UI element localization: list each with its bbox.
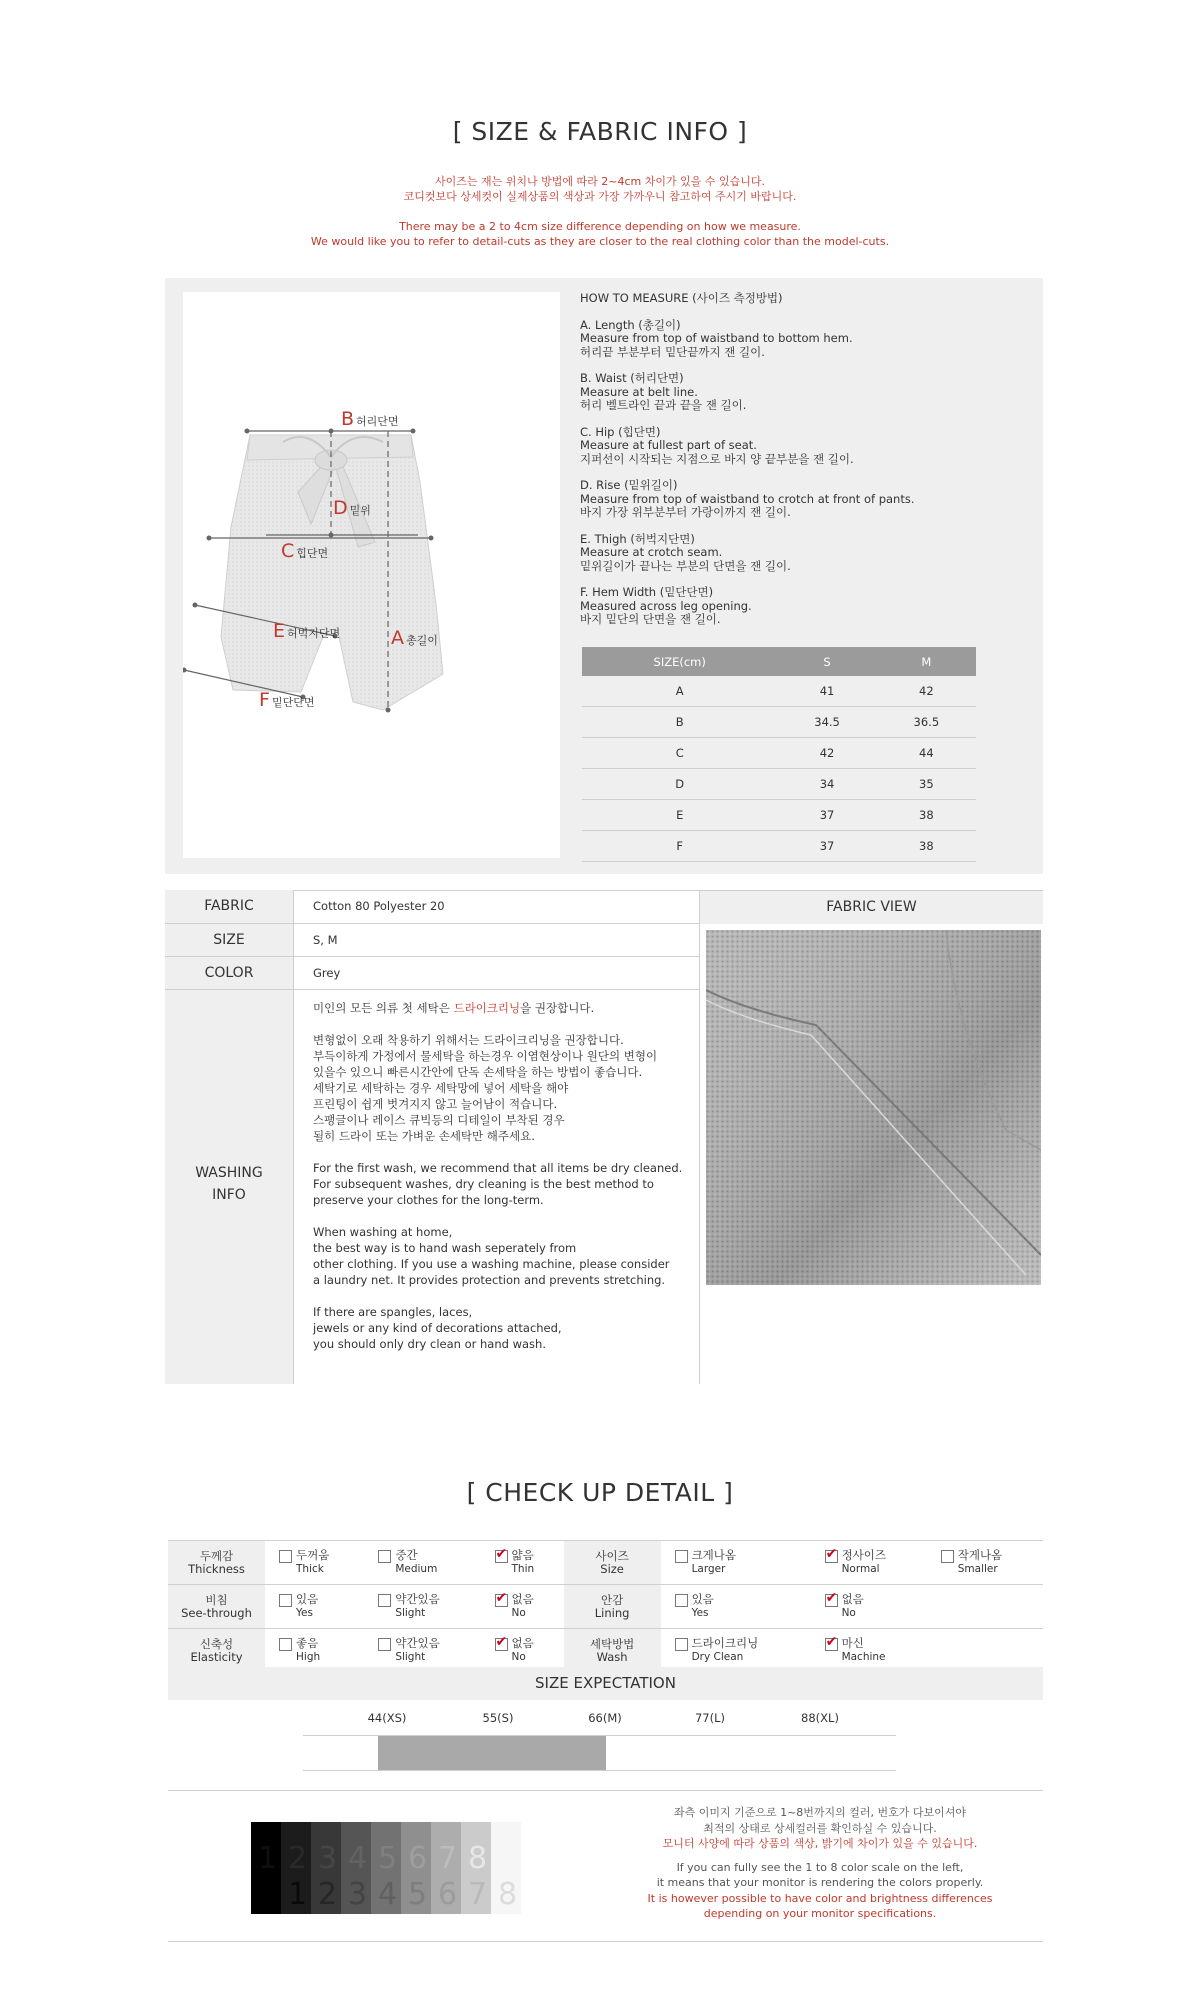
svg-text:6: 6 — [408, 1841, 428, 1876]
table-row — [582, 800, 976, 831]
option-high[interactable]: 좋음 High — [265, 1629, 364, 1673]
table-cell: 37 — [777, 831, 876, 862]
washing-label-line: INFO — [212, 1187, 246, 1203]
fabric-row — [165, 890, 700, 924]
fabric-texture — [706, 930, 1041, 1285]
table-cell: 44 — [877, 738, 976, 769]
size-row — [165, 924, 700, 957]
check-label: 안감 Lining — [564, 1585, 661, 1629]
svg-text:2: 2 — [318, 1877, 338, 1912]
size-header-cell: M — [877, 647, 976, 676]
label-e: E허벅지단면 — [273, 620, 341, 642]
label-b: B허리단면 — [341, 408, 399, 430]
table-cell: D — [582, 769, 777, 800]
fabric-view-header: FABRIC VIEW — [700, 891, 1043, 924]
svg-text:3: 3 — [348, 1877, 368, 1912]
washing-first-line: 미인의 모든 의류 첫 세탁은 드라이크리닝을 권장합니다. — [313, 1001, 595, 1015]
check-label: 세탁방법 Wash — [564, 1629, 661, 1673]
cs-en-4: depending on your monitor specifications. — [703, 1907, 937, 1920]
empty-cell — [927, 1629, 1043, 1673]
checked-checkbox-icon[interactable] — [825, 1638, 838, 1651]
table-cell: 38 — [877, 831, 976, 862]
info-divider — [699, 890, 700, 1384]
label-f: F밑단단면 — [259, 689, 315, 711]
cs-kr-3: 모니터 사양에 따라 상품의 색상, 밝기에 차이가 있을 수 있습니다. — [662, 1837, 978, 1850]
label-a: A총길이 — [391, 627, 438, 649]
option-no[interactable]: ✔없음 No — [481, 1629, 564, 1673]
check-label: 사이즈 Size — [564, 1541, 661, 1585]
svg-text:7: 7 — [468, 1877, 488, 1912]
fabric-label: FABRIC — [165, 890, 293, 923]
checkbox-icon[interactable] — [378, 1638, 391, 1651]
option-yes[interactable]: 있음 Yes — [265, 1585, 364, 1629]
size-header-cell: SIZE(cm) — [582, 647, 777, 676]
option-smaller[interactable]: 작게나옴 Smaller — [927, 1541, 1043, 1585]
size-label-xl: 88(XL) — [801, 1711, 839, 1725]
checked-checkbox-icon[interactable] — [825, 1594, 838, 1607]
option-normal[interactable]: ✔정사이즈 Normal — [811, 1541, 927, 1585]
table-cell: 41 — [777, 676, 876, 707]
table-row — [582, 676, 976, 707]
svg-text:2: 2 — [288, 1841, 308, 1876]
washing-kr-block: 변형없이 오래 착용하기 위해서는 드라이크리닝을 권장합니다. 부득이하게 가정에서 물세탁을 하는경우 이염현상이나 원단의 변형이 있을수 있으니 빠른시간안에 단독 손세탁을 하는 방법이 좋습니다. 세탁기로 세탁하는 경우 세탁망에 넣어 세탁을 해야 프린팅이 쉽게 벗겨지지 않고 늘어남이 적습니다. 스팽글이나 레이스 큐빅등의 디테일이 부착된 경우 될히 드라이 또는 가벼운 손세탁만 해주세요. — [313, 1033, 658, 1143]
checked-checkbox-icon[interactable] — [825, 1550, 838, 1563]
color-scale-text — [560, 1805, 1080, 1922]
check-up-table — [168, 1540, 1043, 1673]
checked-checkbox-icon[interactable] — [495, 1550, 508, 1563]
svg-text:8: 8 — [498, 1877, 518, 1912]
table-cell: 37 — [777, 800, 876, 831]
measure-item-d: D. Rise (밑위길이) Measure from top of waistband to crotch at front of pants. 바지 가장 위부분부터 가랑이까지 잰 길이. — [580, 478, 915, 519]
washing-en-block-2: When washing at home, the best way is to hand wash seperately from other clothing. If you use a washing machine, please consider a laundry net. It provides protection and prevents stretching. — [313, 1225, 670, 1287]
option-slight[interactable]: 약간있음 Slight — [364, 1629, 480, 1673]
checkbox-icon[interactable] — [378, 1594, 391, 1607]
info-divider — [293, 890, 294, 1384]
color-scale-image — [251, 1822, 523, 1914]
size-table — [582, 647, 976, 862]
svg-text:7: 7 — [438, 1841, 458, 1876]
table-row — [582, 738, 976, 769]
size-label: SIZE — [165, 924, 293, 956]
size-label-s: 55(S) — [482, 1711, 514, 1725]
table-cell: F — [582, 831, 777, 862]
table-cell: E — [582, 800, 777, 831]
measure-item-f: F. Hem Width (밑단단면) Measured across leg opening. 바지 밑단의 단면을 잰 길이. — [580, 585, 752, 626]
option-lining-no[interactable]: ✔없음 No — [811, 1585, 927, 1629]
checkbox-icon[interactable] — [675, 1594, 688, 1607]
checkbox-icon[interactable] — [279, 1594, 292, 1607]
checkbox-icon[interactable] — [941, 1550, 954, 1563]
color-value: Grey — [313, 966, 341, 980]
notice-kr-1: 사이즈는 재는 위치나 방법에 따라 2~4cm 차이가 있을 수 있습니다. — [435, 175, 765, 188]
checkbox-icon[interactable] — [675, 1638, 688, 1651]
option-thin[interactable]: ✔얇음 Thin — [481, 1541, 564, 1585]
color-scale-graphic — [251, 1822, 523, 1914]
table-cell: 34.5 — [777, 707, 876, 738]
size-label-xs: 44(XS) — [367, 1711, 407, 1725]
size-header-cell: S — [777, 647, 876, 676]
fabric-value: Cotton 80 Polyester 20 — [313, 899, 445, 913]
size-expectation-header: SIZE EXPECTATION — [168, 1667, 1043, 1700]
table-row — [582, 707, 976, 738]
table-cell: 38 — [877, 800, 976, 831]
cs-en-2: it means that your monitor is rendering the colors properly. — [656, 1876, 984, 1889]
option-medium[interactable]: 중간 Medium — [364, 1541, 480, 1585]
table-cell: 42 — [777, 738, 876, 769]
table-cell: 42 — [877, 676, 976, 707]
how-to-measure-heading: HOW TO MEASURE (사이즈 측정방법) — [580, 291, 783, 305]
cs-kr-2: 최적의 상태로 상세컬러를 확인하실 수 있습니다. — [703, 1821, 937, 1835]
size-range-bar — [378, 1736, 606, 1770]
washing-info-text — [313, 1000, 693, 1368]
table-cell: C — [582, 738, 777, 769]
table-cell: B — [582, 707, 777, 738]
how-to-measure — [580, 292, 1000, 640]
cs-en-3: It is however possible to have color and brightness differences — [647, 1891, 993, 1905]
measure-item-e: E. Thigh (허벅지단면) Measure at crotch seam. 밑위길이가 끝나는 부분의 단면을 잰 길이. — [580, 531, 791, 573]
check-row-see-through — [168, 1585, 1043, 1629]
table-cell: 34 — [777, 769, 876, 800]
label-d: D밑위 — [333, 497, 371, 519]
table-row — [582, 769, 976, 800]
washing-label — [165, 990, 293, 1384]
cs-kr-1: 좌측 이미지 기준으로 1~8번까지의 컬러, 번호가 다보이셔야 — [673, 1806, 967, 1819]
label-c: C힙단면 — [281, 540, 329, 562]
notice-kr-2: 코디컷보다 상세컷이 실제상품의 색상과 가장 가까우니 참고하여 주시기 바랍니다. — [403, 190, 797, 203]
checked-checkbox-icon[interactable] — [495, 1638, 508, 1651]
color-row — [165, 957, 700, 990]
option-no[interactable]: ✔없음 No — [481, 1585, 564, 1629]
check-label: 신축성 Elasticity — [168, 1629, 265, 1673]
empty-cell — [927, 1585, 1043, 1629]
svg-text:8: 8 — [468, 1841, 488, 1876]
svg-text:4: 4 — [348, 1841, 368, 1876]
washing-label-line: WASHING — [195, 1165, 263, 1181]
divider — [168, 1941, 1043, 1942]
option-larger[interactable]: 크게나옴 Larger — [661, 1541, 811, 1585]
divider — [168, 1790, 1043, 1791]
option-slight[interactable]: 약간있음 Slight — [364, 1585, 480, 1629]
svg-text:6: 6 — [438, 1877, 458, 1912]
shorts-diagram — [183, 292, 560, 858]
option-dry-clean[interactable]: 드라이크리닝 Dry Clean — [661, 1629, 811, 1673]
size-label-m: 66(M) — [588, 1711, 622, 1725]
option-lining-yes[interactable]: 있음 Yes — [661, 1585, 811, 1629]
checkbox-icon[interactable] — [279, 1550, 292, 1563]
table-cell: 35 — [877, 769, 976, 800]
table-cell: 36.5 — [877, 707, 976, 738]
option-machine[interactable]: ✔마신 Machine — [811, 1629, 927, 1673]
option-thick[interactable]: 두꺼움 Thick — [265, 1541, 364, 1585]
color-label: COLOR — [165, 957, 293, 989]
checked-checkbox-icon[interactable] — [495, 1594, 508, 1607]
svg-text:4: 4 — [378, 1877, 398, 1912]
check-label: 두께감 Thickness — [168, 1541, 265, 1585]
svg-text:1: 1 — [288, 1877, 308, 1912]
checkbox-icon[interactable] — [279, 1638, 292, 1651]
measure-item-b: B. Waist (허리단면) Measure at belt line. 허리 벨트라인 끝과 끝을 잰 길이. — [580, 371, 747, 412]
washing-en-block-3: If there are spangles, laces, jewels or any kind of decorations attached, you should only dry clean or hand wash. — [313, 1305, 562, 1351]
notice-en-2: We would like you to refer to detail-cuts as they are closer to the real clothing color than the model-cuts. — [310, 235, 890, 248]
size-fabric-title: [ SIZE & FABRIC INFO ] — [452, 117, 748, 146]
size-bar-bottom-line — [303, 1770, 896, 1771]
check-label: 비침 See-through — [168, 1585, 265, 1629]
check-row-elasticity — [168, 1629, 1043, 1673]
size-table-header — [582, 647, 976, 676]
size-value: S, M — [313, 933, 338, 947]
table-cell: A — [582, 676, 777, 707]
checkbox-icon[interactable] — [675, 1550, 688, 1563]
svg-text:5: 5 — [408, 1877, 428, 1912]
washing-en-block-1: For the first wash, we recommend that all items be dry cleaned. For subsequent washes, dry cleaning is the best method to preserve your clothes for the long-term. — [313, 1161, 683, 1207]
check-up-title: [ CHECK UP DETAIL ] — [466, 1478, 734, 1507]
size-notice — [0, 174, 1200, 249]
size-label-l: 77(L) — [694, 1711, 725, 1725]
shorts-illustration — [183, 292, 560, 858]
svg-text:1: 1 — [258, 1841, 278, 1876]
measure-item-a: A. Length (총길이) Measure from top of waistband to bottom hem. 허리끝 부분부터 밑단끝까지 잰 길이. — [580, 317, 853, 359]
cs-en-1: If you can fully see the 1 to 8 color scale on the left, — [676, 1860, 964, 1874]
table-row — [582, 831, 976, 862]
measure-item-c: C. Hip (힙단면) Measure at fullest part of seat. 지퍼선이 시작되는 지점으로 바지 양 끝부분을 잰 길이. — [580, 424, 854, 466]
notice-en-1: There may be a 2 to 4cm size difference depending on how we measure. — [399, 220, 801, 233]
svg-text:5: 5 — [378, 1841, 398, 1876]
fabric-view-image — [706, 930, 1041, 1285]
check-row-thickness — [168, 1541, 1043, 1585]
checkbox-icon[interactable] — [378, 1550, 391, 1563]
svg-text:3: 3 — [318, 1841, 338, 1876]
